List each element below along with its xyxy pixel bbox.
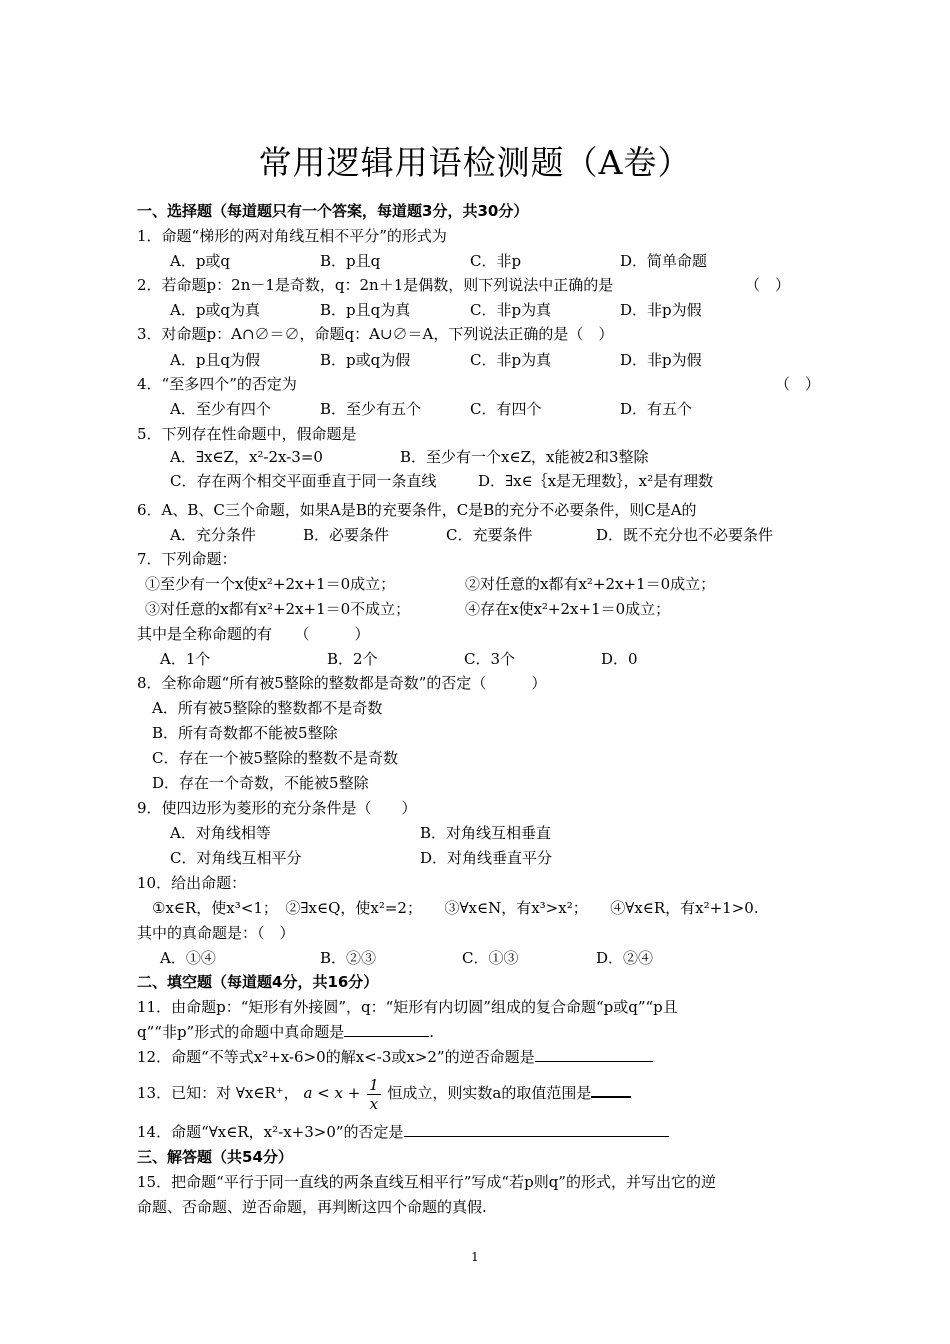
q4-option-b: B．至少有五个 [320, 400, 422, 418]
q13-suffix: 恒成立，则实数a的取值范围是 [387, 1084, 592, 1102]
q10-propositions: ①x∈R，使x³<1； ②∃x∈Q，使x²=2； ③∀x∈N，有x³>x²； ④∀x∈R，有x²+1>0. [152, 899, 759, 917]
q14-answer-blank[interactable] [404, 1121, 669, 1137]
q11-line-2: q”“非p”形式的命题中真命题是 . [137, 1023, 434, 1041]
q1-option-c: C．非p [470, 252, 522, 270]
q8-stem: 8．全称命题“所有被5整除的整数都是奇数”的否定（ ） [137, 674, 547, 692]
q4-answer-paren: （ ） [775, 375, 821, 393]
q12-text: 12．命题“不等式x²+x-6>0的解x<-3或x>2”的逆否命题是 [137, 1048, 535, 1066]
q7-proposition-4: ④存在x使x²+2x+1＝0成立； [465, 600, 671, 618]
q3-option-d: D．非p为假 [620, 351, 702, 369]
q7-proposition-2: ②对任意的x都有x²+2x+1＝0成立； [465, 575, 716, 593]
q4-stem: 4．“至多四个”的否定为 [137, 375, 297, 393]
q9-option-c: C．对角线互相平分 [170, 849, 302, 867]
q2-option-b: B．p且q为真 [320, 301, 411, 319]
q2-option-c: C．非p为真 [470, 301, 552, 319]
q5-option-d: D．∃x∈｛x是无理数｝，x²是有理数 [478, 472, 714, 490]
q5-stem: 5．下列存在性命题中，假命题是 [137, 425, 357, 443]
q12-line [137, 1046, 653, 1068]
q11-line-2-text: q”“非p”形式的命题中真命题是 [137, 1023, 345, 1041]
q10-stem: 10．给出命题： [137, 874, 247, 892]
q10-option-c: C．①③ [462, 949, 519, 967]
q8-option-a: A．所有被5整除的整数都不是奇数 [152, 699, 383, 717]
q13-prefix: 13．已知：对 ∀x∈R⁺， [137, 1084, 299, 1102]
q7-stem: 7．下列命题： [137, 550, 237, 568]
q3-option-a: A．p且q为假 [170, 351, 261, 369]
q15-line-2: 命题、否命题、逆否命题，再判断这四个命题的真假. [137, 1198, 487, 1216]
section-answer-heading: 三、解答题（共54分） [137, 1148, 293, 1166]
q6-stem: 6．A、B、C三个命题，如果A是B的充要条件，C是B的充分不必要条件，则C是A的 [137, 501, 697, 519]
q14-line [137, 1121, 669, 1143]
q3-option-b: B．p或q为假 [320, 351, 411, 369]
q9-stem: 9．使四边形为菱形的充分条件是（ ） [137, 799, 417, 817]
q7-proposition-1: ①至少有一个x使x²+2x+1＝0成立； [145, 575, 396, 593]
q7-option-b: B．2个 [327, 650, 378, 668]
q3-option-c: C．非p为真 [470, 351, 552, 369]
q2-option-d: D．非p为假 [620, 301, 702, 319]
q10-option-a: A．①④ [160, 949, 216, 967]
section-choice-heading: 一、选择题（每道题只有一个答案，每道题3分，共30分） [137, 202, 529, 220]
q4-option-c: C．有四个 [470, 400, 542, 418]
q9-option-b: B．对角线互相垂直 [420, 824, 552, 842]
q13-inequality: a < x + [303, 1084, 361, 1102]
q1-option-b: B．p且q [320, 252, 381, 270]
q11-answer-blank[interactable] [344, 1021, 429, 1037]
q6-option-c: C．充要条件 [446, 526, 533, 544]
q7-option-d: D．0 [601, 650, 638, 668]
q10-question: 其中的真命题是：（ ） [137, 924, 295, 942]
q6-option-a: A．充分条件 [170, 526, 256, 544]
q8-option-c: C．存在一个被5整除的整数不是奇数 [152, 749, 399, 767]
q8-option-d: D．存在一个奇数，不能被5整除 [152, 774, 369, 792]
q2-stem: 2．若命题p：2n－1是奇数，q：2n＋1是偶数，则下列说法中正确的是 [137, 276, 614, 294]
q11-line-1: 11．由命题p：“矩形有外接圆”，q：“矩形有内切圆”组成的复合命题“p或q”“p且 [137, 998, 678, 1016]
q6-option-d: D．既不充分也不必要条件 [596, 526, 774, 544]
q10-option-b: B．②③ [320, 949, 377, 967]
q1-option-a: A．p或q [170, 252, 231, 270]
q4-option-a: A．至少有四个 [170, 400, 271, 418]
q13-answer-blank[interactable] [591, 1081, 631, 1098]
q7-option-c: C．3个 [464, 650, 516, 668]
q13-line [137, 1073, 631, 1113]
q7-option-a: A．1个 [160, 650, 211, 668]
q9-option-a: A．对角线相等 [170, 824, 271, 842]
q15-line-1: 15．把命题“平行于同一直线的两条直线互相平行”写成“若p则q”的形式，并写出它的逆 [137, 1173, 716, 1191]
section-fill-heading: 二、填空题（每道题4分，共16分） [137, 973, 379, 991]
q10-option-d: D．②④ [596, 949, 654, 967]
q12-answer-blank[interactable] [535, 1046, 653, 1062]
q4-option-d: D．有五个 [620, 400, 693, 418]
q8-option-b: B．所有奇数都不能被5整除 [152, 724, 338, 742]
q1-option-d: D．简单命题 [620, 252, 708, 270]
q5-option-b: B．至少有一个x∈Z，x能被2和3整除 [400, 448, 649, 466]
page-title: 常用逻辑用语检测题（A卷） [258, 143, 692, 182]
q13-fraction-numerator: 1 [369, 1075, 379, 1094]
q13-fraction-denominator: x [369, 1094, 379, 1113]
q2-answer-paren: （ ） [745, 276, 791, 294]
q6-option-b: B．必要条件 [303, 526, 390, 544]
q3-stem: 3．对命题p：A∩∅＝∅，命题q：A∪∅＝A，下列说法正确的是（ ） [137, 325, 614, 343]
q13-fraction [367, 1076, 381, 1113]
q1-stem: 1．命题“梯形的两对角线互相不平分”的形式为 [137, 227, 447, 245]
q9-option-d: D．对角线垂直平分 [420, 849, 553, 867]
page-number: 1 [471, 1250, 479, 1264]
q5-option-a: A．∃x∈Z，x²-2x-3=0 [170, 448, 323, 466]
q5-option-c: C．存在两个相交平面垂直于同一条直线 [170, 472, 437, 490]
q2-option-a: A．p或q为真 [170, 301, 261, 319]
q7-question: 其中是全称命题的有 （ ） [137, 625, 370, 643]
q14-text: 14．命题“∀x∈R，x²-x+3>0”的否定是 [137, 1123, 404, 1141]
q7-proposition-3: ③对任意的x都有x²+2x+1＝0不成立； [145, 600, 411, 618]
